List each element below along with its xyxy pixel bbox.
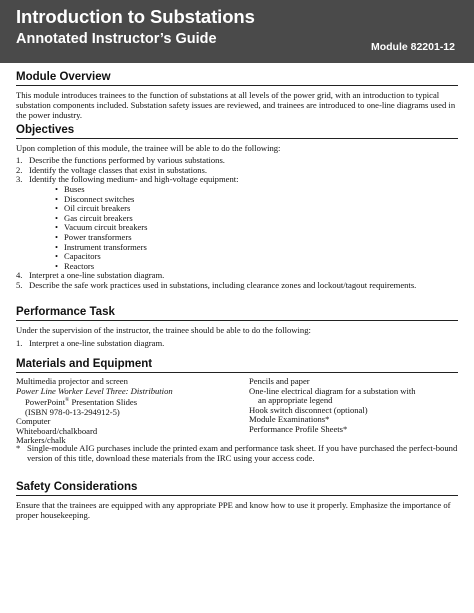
material-item: Markers/chalk — [16, 435, 66, 446]
material-item: One-line electrical diagram for a substation with — [249, 385, 416, 396]
list-item: • Oil circuit breakers — [55, 204, 458, 214]
list-item: • Disconnect switches — [55, 195, 458, 205]
material-item: Pencils and paper — [249, 376, 310, 386]
document-subtitle: Annotated Instructor’s Guide — [16, 31, 217, 47]
performance-list — [16, 339, 458, 349]
performance-intro: Under the supervision of the instructor, the trainee should be able to do the following: — [16, 325, 311, 335]
section-heading: Objectives — [16, 124, 458, 139]
material-item: Multimedia projector and screen — [16, 376, 128, 386]
safety-text: Ensure that the trainees are equipped with any appropriate PPE and know how to use it properly. Emphasize the importance of proper housekeeping. — [16, 500, 451, 521]
list-item: 4. Interpret a one-line substation diagram. — [16, 270, 165, 281]
material-item: (ISBN 978-0-13-294912-5) — [25, 406, 120, 417]
list-item: • Gas circuit breakers — [55, 214, 458, 224]
materials-right-column — [249, 377, 416, 435]
list-item: • Power transformers — [55, 233, 458, 243]
materials-columns — [16, 376, 458, 446]
section-heading: Module Overview — [16, 71, 458, 86]
list-item: 3. Identify the following medium- and high-voltage equipment: • Buses • Disconnect switches • Oil circuit breakers • Gas circuit breakers • Vacuum circuit breakers • Power transformers • Instrument transformers • Capacitors • Reactors — [16, 175, 458, 271]
list-item: • Vacuum circuit breakers — [55, 223, 458, 233]
material-item: Power Line Worker Level Three: Distribution — [16, 385, 173, 396]
list-item: 1. Interpret a one-line substation diagram. — [16, 338, 165, 349]
list-item: • Capacitors — [55, 252, 458, 262]
material-item: Hook switch disconnect (optional) — [249, 404, 368, 415]
list-item: • Buses — [55, 185, 458, 195]
material-item: PowerPoint® Presentation Slides — [25, 397, 138, 408]
section-heading: Performance Task — [16, 306, 458, 321]
document-title: Introduction to Substations — [16, 6, 255, 27]
list-item: • Reactors — [55, 262, 458, 272]
material-item: Whiteboard/chalkboard — [16, 425, 98, 436]
equipment-list — [29, 185, 458, 271]
section-materials — [16, 358, 458, 463]
materials-left-column — [16, 377, 173, 446]
section-heading: Materials and Equipment — [16, 358, 458, 373]
materials-footnote: * Single-module AIG purchases include the printed exam and performance task sheet. If you have purchased the perfect-bound version of this title, download these materials from the IRC using your access code. — [16, 443, 458, 463]
list-item: 2. Identify the voltage classes that exist in substations. — [16, 164, 208, 175]
overview-text: This module introduces trainees to the function of substations at all levels of the power grid, with an introduction to typical substation components included. Substation safety issues are reviewed, and trainees are introduced to one-line diagrams used in the power industry. — [16, 90, 456, 121]
material-item: an appropriate legend — [258, 395, 333, 406]
list-item: 5. Describe the safe work practices used in substations, including clearance zones and lockout/tagout requirements. — [16, 279, 417, 290]
module-number: Module 82201-12 — [370, 41, 455, 53]
page-header — [0, 0, 474, 63]
section-objectives — [16, 124, 458, 291]
material-item: Module Examinations* — [249, 414, 330, 425]
section-performance-task — [16, 306, 458, 349]
section-module-overview — [16, 71, 458, 121]
objectives-list — [16, 156, 458, 290]
material-item: Computer — [16, 416, 51, 427]
list-item: 1. Describe the functions performed by various substations. — [16, 155, 225, 166]
section-heading: Safety Considerations — [16, 481, 458, 496]
section-safety — [16, 481, 458, 520]
list-item: • Instrument transformers — [55, 243, 458, 253]
objectives-intro: Upon completion of this module, the trainee will be able to do the following: — [16, 143, 281, 153]
material-item: Performance Profile Sheets* — [249, 423, 348, 434]
